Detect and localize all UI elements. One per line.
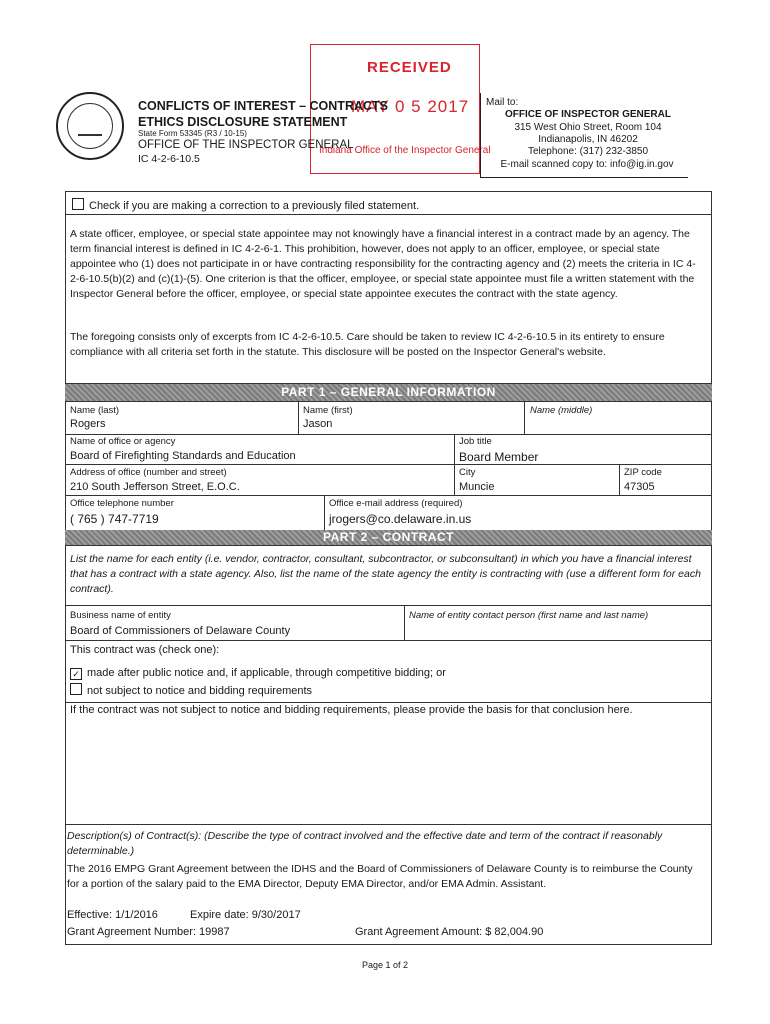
mail-to-label: Mail to: <box>486 97 519 108</box>
form-office: OFFICE OF THE INSPECTOR GENERAL <box>138 139 354 151</box>
name-middle-label: Name (middle) <box>530 405 593 416</box>
basis-label: If the contract was not subject to notice and bidding requirements, please provide the basis for that conclusion here. <box>70 704 633 716</box>
address-label: Address of office (number and street) <box>70 467 227 478</box>
city-field[interactable]: Muncie <box>459 481 495 493</box>
expire-date[interactable]: Expire date: 9/30/2017 <box>190 909 301 921</box>
part2-heading: PART 2 – CONTRACT <box>65 530 712 545</box>
name-last-label: Name (last) <box>70 405 120 416</box>
contact-label: Name of entity contact person (first name and last name) <box>409 610 649 621</box>
divider <box>65 434 712 435</box>
email-label: Office e-mail address (required) <box>329 498 463 509</box>
effective-date[interactable]: Effective: 1/1/2016 <box>67 909 158 921</box>
option1-label: made after public notice and, if applicable, through competitive bidding; or <box>87 667 446 679</box>
business-label: Business name of entity <box>70 610 171 621</box>
part1-heading: PART 1 – GENERAL INFORMATION <box>65 384 712 401</box>
seal-emblem <box>78 116 102 136</box>
job-title-field[interactable]: Board Member <box>459 450 539 464</box>
divider <box>65 464 712 465</box>
mail-to-name: OFFICE OF INSPECTOR GENERAL <box>505 109 671 120</box>
description-field[interactable]: The 2016 EMPG Grant Agreement between the IDHS and the Board of Commissioners of Delaware County is to reimburse the County for a portion of the salary paid to the EMA Director, Deputy EMA Director, and/or EMA Admin. Assistant. <box>67 863 693 890</box>
part2-instructions: List the name for each entity (i.e. vendor, contractor, consultant, subcontractor, or subconsultant) in which you have a financial interest that has a contract with a state agency. Also, list the name of the state agency the entity is contracting with (use a different form for each contract). <box>70 553 701 595</box>
email-field[interactable]: jrogers@co.delaware.in.us <box>329 512 472 526</box>
business-field[interactable]: Board of Commissioners of Delaware County <box>70 625 291 637</box>
divider <box>524 401 525 434</box>
grant-number[interactable]: Grant Agreement Number: 19987 <box>67 926 230 938</box>
basis-field[interactable] <box>70 720 710 820</box>
page-number: Page 1 of 2 <box>361 960 409 970</box>
grant-amount[interactable]: Grant Agreement Amount: $ 82,004.90 <box>355 926 544 938</box>
intro-paragraph-2: The foregoing consists only of excerpts from IC 4-2-6-10.5. Care should be taken to review IC 4-2-6-10.5 in its entirety to ensure compliance with all criteria set forth in the statute. This disclosure will be posted on the Inspector General's website. <box>70 331 665 358</box>
option-not-subject[interactable] <box>70 683 312 697</box>
office-label: Name of office or agency <box>70 436 176 447</box>
correction-row[interactable] <box>72 198 419 212</box>
form-number: State Form 53345 (R3 / 10-15) <box>138 129 247 138</box>
divider <box>619 464 620 495</box>
divider <box>65 824 712 825</box>
mail-to-phone: Telephone: (317) 232-3850 <box>527 146 649 157</box>
city-label: City <box>459 467 476 478</box>
mail-to-street: 315 West Ohio Street, Room 104 <box>514 122 662 133</box>
divider <box>454 434 455 495</box>
form-title-line2: ETHICS DISCLOSURE STATEMENT <box>138 115 348 129</box>
divider <box>65 605 712 606</box>
phone-field[interactable]: ( 765 ) 747-7719 <box>70 512 159 526</box>
divider <box>65 214 712 215</box>
office-field[interactable]: Board of Firefighting Standards and Education <box>70 450 296 462</box>
divider <box>298 401 299 434</box>
divider <box>65 640 712 641</box>
mail-to-email[interactable]: E-mail scanned copy to: info@ig.in.gov <box>500 159 674 170</box>
competitive-bidding-checkbox[interactable]: ✓ <box>70 668 82 680</box>
zip-field[interactable]: 47305 <box>624 481 655 493</box>
phone-label: Office telephone number <box>70 498 174 509</box>
stamp-date: MAY 0 5 2017 <box>351 97 470 116</box>
name-last-field[interactable]: Rogers <box>70 418 106 430</box>
divider <box>404 605 405 640</box>
address-field[interactable]: 210 South Jefferson Street, E.O.C. <box>70 481 240 493</box>
divider <box>324 495 325 532</box>
job-title-label: Job title <box>459 436 492 447</box>
option-competitive-bidding[interactable] <box>70 667 446 680</box>
state-seal <box>56 92 124 160</box>
zip-label: ZIP code <box>624 467 662 478</box>
form-code: IC 4-2-6-10.5 <box>138 153 200 165</box>
description-label: Description(s) of Contract(s): (Describe the type of contract involved and the effective date and term of the contract if reasonably determinable.) <box>67 830 663 857</box>
not-subject-checkbox[interactable] <box>70 683 82 695</box>
option2-label: not subject to notice and bidding requirements <box>87 685 313 697</box>
stamp-received-text: RECEIVED <box>367 59 452 76</box>
form-title-line1: CONFLICTS OF INTEREST – CONTRACTS <box>138 99 388 113</box>
divider <box>65 495 712 496</box>
stamp-office: Indiana Office of the Inspector General <box>319 145 491 156</box>
name-first-label: Name (first) <box>303 405 353 416</box>
correction-checkbox[interactable] <box>72 198 84 210</box>
name-first-field[interactable]: Jason <box>303 418 333 430</box>
contract-was-label: This contract was (check one): <box>70 644 220 656</box>
divider <box>65 702 712 703</box>
correction-label: Check if you are making a correction to a previously filed statement. <box>89 200 420 212</box>
intro-paragraph-1: A state officer, employee, or special state appointee may not knowingly have a financial interest in a contract made by an agency. The term financial interest is defined in IC 4-2-6-1. This prohibition, however, does not apply to an officer, employee, or special state appointee who (1) does not participate in or have contracting responsibility for the contracting agency and (2) meets the criteria in IC 4-2-6-10.5(b)(2) and (c)(1)-(5). One criterion is that the officer, employee, or special state appointee must file a written statement with the Inspector General before the officer, employee, or special state appointee executes the contract with the state agency. <box>70 228 696 300</box>
mail-to-city: Indianapolis, IN 46202 <box>538 134 638 145</box>
